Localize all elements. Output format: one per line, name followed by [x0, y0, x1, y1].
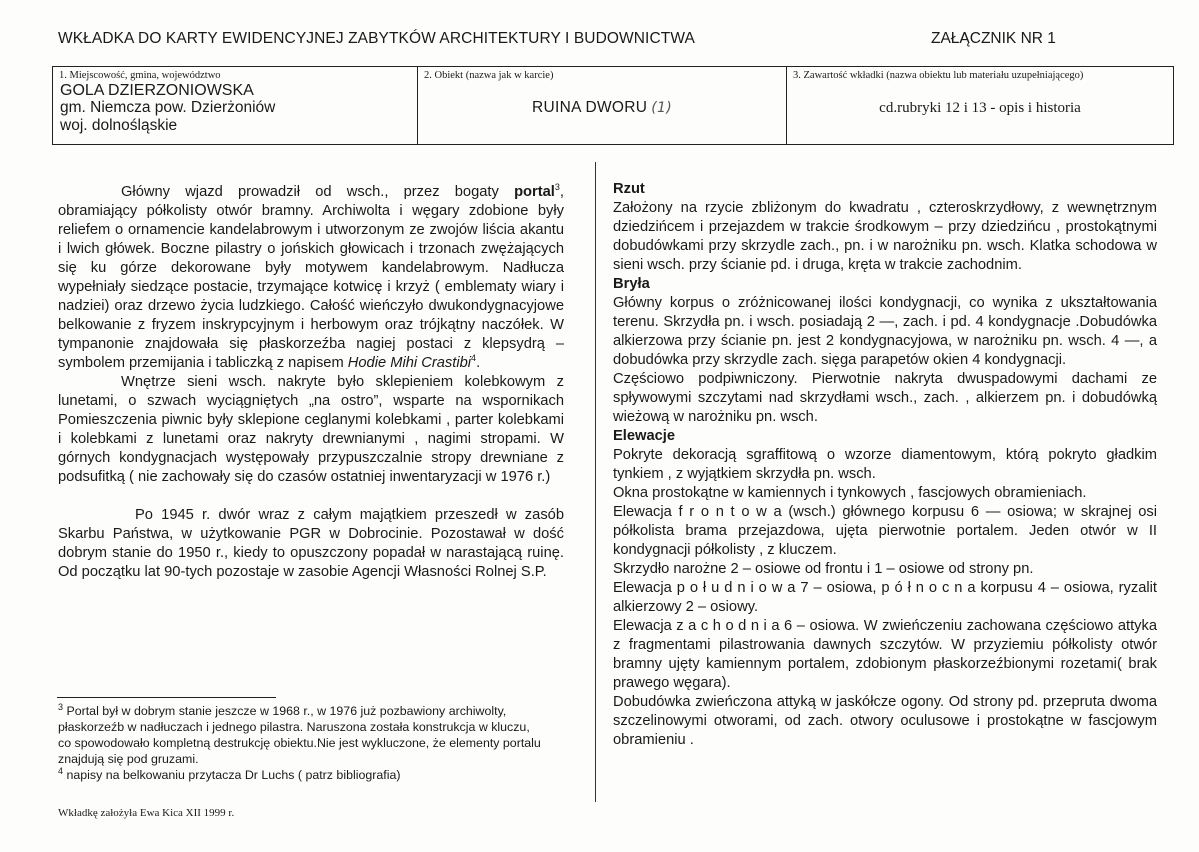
footnote-3-mark: 3: [58, 701, 64, 712]
interior-paragraph: Wnętrze sieni wsch. nakryte było sklepieniem kolebkowym z lunetami, o szwach wyciągniętych „na ostro”, wsparte na wspornikach Pomieszczenia piwnic były sklepione ceglanymi kolebkami , parter kolebkami i kolebkami z lunetami oraz nakryty drewnianymi , nagimi stropami. W górnych kondygnacjach występowały przypuszczalnie stropy drewniane z podsufitką ( nie zachowały się do czasów ostatniej inwentaryzacji w 1976 r.): [58, 374, 564, 485]
bryla-paragraph-2: Częściowo podpiwniczony. Pierwotnie nakryta dwuspadowymi dachami ze spływowymi szczytami nad skrzydłami wsch., zach. , alkierzem pn. i dobudówką wieżową w narożniku pn. wsch.: [613, 371, 1157, 425]
heading-bryla: Bryła: [613, 276, 650, 292]
bryla-paragraph-1: Główny korpus o zróżnicowanej ilości kondygnacji, co wynika z ukształtowania terenu. Skrzydła pn. i wsch. posiadają 2 —, zach. i pd. 4 kondygnacje .Dobudówka alkierzowa przy ścianie pn. jest 2 kondygnacyjowa, w narożniku pn. wsch. 4 —, a dobudówka przy skrzydle zach. sięga parapetów okien 4 kondygnacji.: [613, 295, 1157, 368]
contents-caption: 3. Zawartość wkładki (nazwa obiektu lub materiału uzupełniającego): [793, 70, 1084, 81]
footnote-4-mark: 4: [58, 765, 64, 776]
portal-bold: portal: [514, 184, 555, 200]
location-box: [52, 66, 418, 145]
inscription-italic: Hodie Mihi Crastibi: [347, 355, 472, 371]
heading-elewacje: Elewacje: [613, 428, 676, 444]
right-column: [613, 180, 1157, 750]
footnote-4: [58, 767, 546, 783]
object-box: [417, 66, 787, 145]
location-voivodeship: woj. dolnośląskie: [60, 117, 178, 134]
elewacje-paragraph-6: Elewacja z a c h o d n i a 6 – osiowa. W zwieńczeniu zachowana częściowo attyka z fragmentami pilastrowania dawnych szczytów. W przyziemiu półkolisty otwór bramny ujęty kamiennym portalem, zdobionym płaskorzeźbionymi rozetami( brak prawego węgara).: [613, 618, 1157, 691]
footnote-rule: [57, 697, 276, 698]
object-name-line: [418, 99, 786, 117]
elewacje-paragraph-1: Pokryte dekoracją sgraffitową o wzorze diamentowym, którą pokryto gładkim tynkiem , z wyjątkiem skrzydła pn. wsch.: [613, 447, 1157, 482]
handwritten-note: (1): [651, 100, 672, 116]
footnote-ref-4: 4: [471, 353, 477, 364]
column-divider: [595, 162, 596, 802]
left-column: [58, 183, 564, 582]
document-title: WKŁADKA DO KARTY EWIDENCYJNEJ ZABYTKÓW ARCHITEKTURY I BUDOWNICTWA: [58, 30, 695, 47]
footnotes: [58, 703, 546, 783]
object-name: RUINA DWORU: [532, 99, 648, 116]
location-caption: 1. Miejscowość, gmina, województwo: [59, 70, 221, 81]
elewacje-paragraph-5: Elewacja p o ł u d n i o w a 7 – osiowa, p ó ł n o c n a korpusu 4 – osiowa, ryzalit alkierzowy 2 – osiowy.: [613, 580, 1157, 615]
contents-value: cd.rubryki 12 i 13 - opis i historia: [879, 100, 1081, 116]
heading-rzut: Rzut: [613, 181, 645, 197]
portal-text-b: , obramiający półkolisty otwór bramny. Archiwolta i węgary zdobione były reliefem o ornamencie kandelabrowym i utworzonym ze zwojów liścia akantu i lwich główek. Boczne pilastry o jońskich głowicach i trzonach zwężających się ku górze dekorowane były motywem kandelabrowym. Nadłucza wypełniały siedzące postacie, trzymające kotwicę i krzyż ( emblematy wiary i nadziei) oraz drzewo życia ludzkiego. Całość wieńczyło dwukondygnacyjowe belkowanie z fryzem inskrypcyjnym i herbowym oraz trójkątny naczółek. W tympanonie znajdowała się płaskorzeźba nagiej postaci z klepsydrą – symbolem przemijania i tabliczką z napisem: [58, 184, 564, 371]
footnote-ref-3: 3: [554, 182, 560, 193]
object-caption: 2. Obiekt (nazwa jak w karcie): [424, 70, 554, 81]
location-name: GOLA DZIERZONIOWSKA: [60, 82, 254, 99]
footnote-3: [58, 703, 546, 767]
footnote-3-text: Portal był w dobrym stanie jeszcze w 1968 r., w 1976 już pozbawiony archiwolty, płaskorzeźb w nadłuczach i jednego pilastra. Naruszona została konstrukcja w kluczu, co spowodowało kompletną destrukcję obiektu.Nie jest wykluczone, że elementy portalu znajdują się pod gruzami.: [58, 704, 541, 766]
contents-box: [786, 66, 1174, 145]
elewacje-paragraph-2: Okna prostokątne w kamiennych i tynkowych , fascjowych obramieniach.: [613, 485, 1087, 501]
location-commune: gm. Niemcza pow. Dzierżoniów: [60, 99, 276, 116]
elewacje-paragraph-7: Dobudówka zwieńczona attyką w jaskółcze ogony. Od strony pd. przepruta dwoma szczelinowymi otworami, od zach. otwory oculusowe i prostokątne w fascjowym obramieniu .: [613, 694, 1157, 748]
annex-label: ZAŁĄCZNIK NR 1: [931, 30, 1056, 47]
elewacje-paragraph-4: Skrzydło narożne 2 – osiowe od frontu i 1 – osiowe od strony pn.: [613, 561, 1034, 577]
portal-text-end: .: [476, 355, 481, 371]
elewacje-paragraph-3: Elewacja f r o n t o w a (wsch.) głównego korpusu 6 — osiowa; w skrajnej osi półkolista brama przejazdowa, ujęta pierwotnie portalem. Jeden otwór w II kondygnacji półkolisty , z kluczem.: [613, 504, 1157, 558]
rzut-paragraph: Założony na rzycie zbliżonym do kwadratu , czteroskrzydłowy, z wewnętrznym dziedzińcem i przejazdem w trakcie środkowym – przy dziedzińcu , prostokątnymi dobudówkami przy skrzydle zach., pn. i w narożniku pn. wsch. Klatka schodowa w sieni wsch. przy ścianie pd. i druga, kręta w trakcie zachodnim.: [613, 200, 1157, 273]
author-footer: Wkładkę założyła Ewa Kica XII 1999 r.: [58, 807, 235, 819]
portal-text-a: Główny wjazd prowadził od wsch., przez bogaty: [121, 184, 515, 200]
portal-paragraph: [58, 183, 564, 373]
history-paragraph: Po 1945 r. dwór wraz z całym majątkiem przeszedł w zasób Skarbu Państwa, w użytkowanie PGR w Dobrocinie. Pozostawał w dość dobrym stanie do 1950 r., kiedy to opuszczony popadał w narastającą ruinę. Od początku lat 90-tych pozostaje w zasobie Agencji Własności Rolnej S.P.: [58, 507, 564, 580]
footnote-4-text: napisy na belkowaniu przytacza Dr Luchs ( patrz bibliografia): [63, 768, 401, 782]
